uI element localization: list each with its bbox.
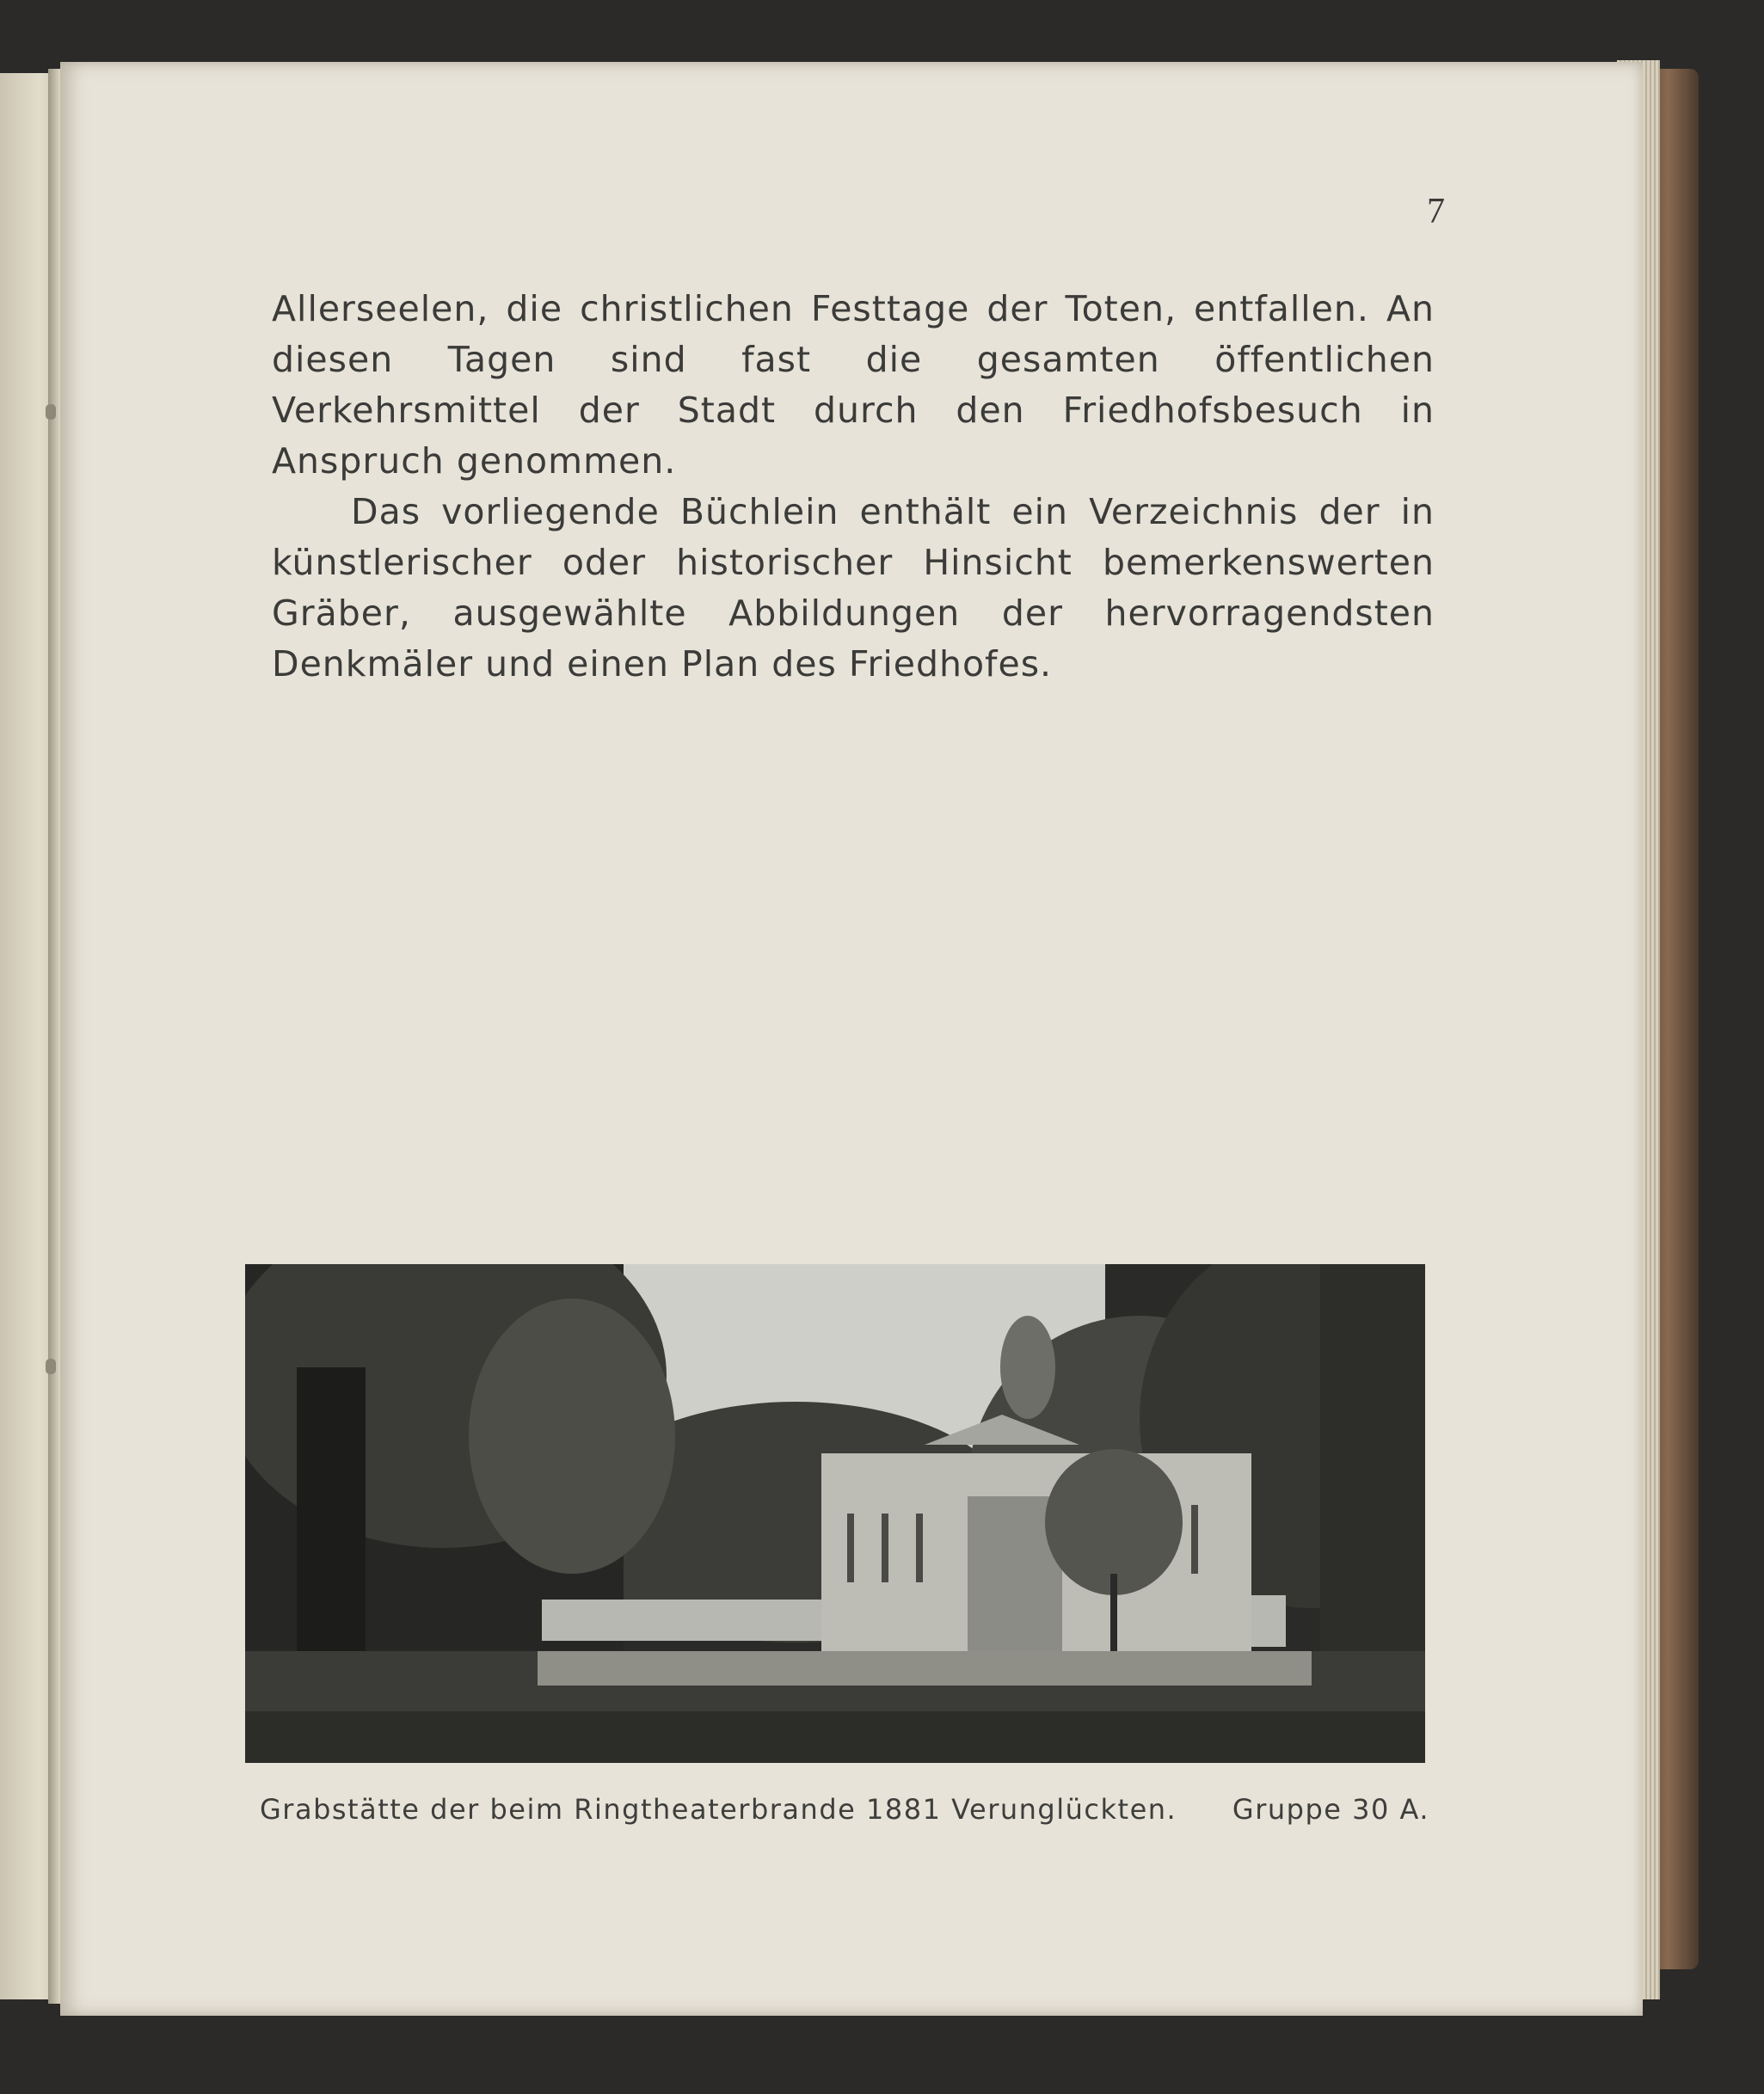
caption-group: Gruppe 30 A. xyxy=(1232,1793,1429,1826)
paragraph: Allerseelen, die christlichen Festtage der Toten, entfallen. An diesen Tagen sind fast die gesamten öffentlichen Verkehrsmittel der Stadt durch den Friedhofsbesuch in Anspruch genommen. xyxy=(272,288,1435,482)
body-text xyxy=(272,284,1435,690)
page-number: 7 xyxy=(1427,192,1445,231)
binding-stitch xyxy=(46,404,56,420)
paragraph: Das vorliegende Büchlein enthält ein Verzeichnis der in künstlerischer oder historischer Hinsicht bemerkenswerten Gräber, ausgewählte Abbildungen der hervorragendsten Denkmäler und einen Plan des Friedhofes. xyxy=(272,491,1435,685)
caption-text: Grabstätte der beim Ringtheaterbrande 1881 Verunglückten. xyxy=(260,1793,1177,1826)
memorial-photograph xyxy=(245,1264,1425,1763)
photo-caption xyxy=(260,1793,1429,1826)
binding-stitch xyxy=(46,1359,56,1374)
photograph-image xyxy=(245,1264,1425,1763)
